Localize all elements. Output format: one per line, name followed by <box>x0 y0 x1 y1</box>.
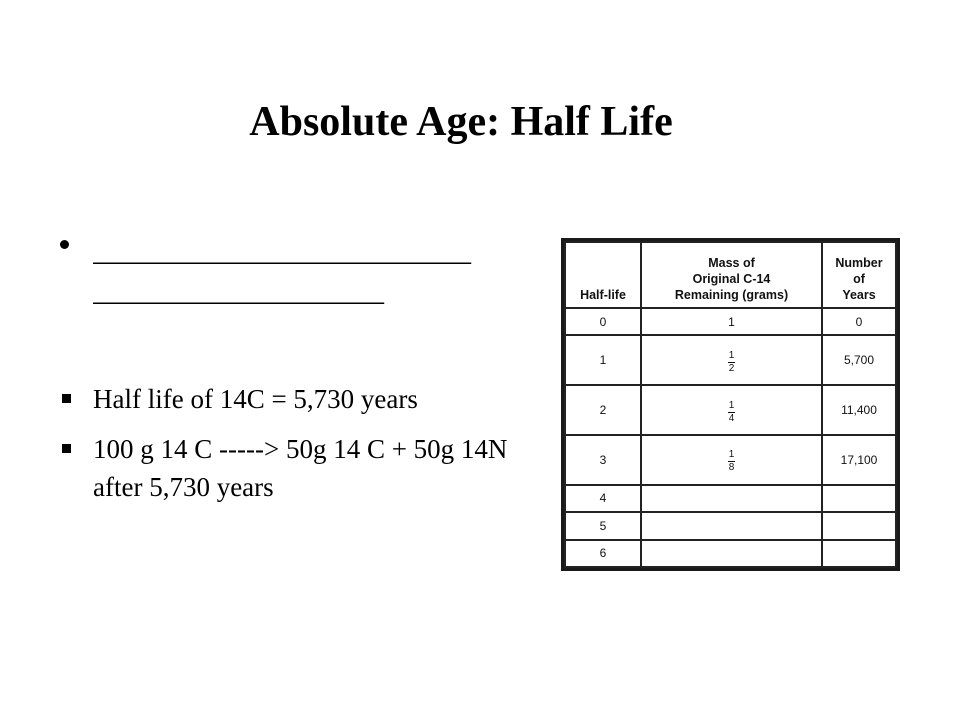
fill-in-blank-line-1: __________________________ <box>93 232 470 267</box>
header-mass-line: Mass of <box>708 256 755 270</box>
cell-half-life: 2 <box>565 385 641 435</box>
half-life-table-frame <box>561 238 900 571</box>
header-mass-remaining <box>641 242 822 308</box>
bullet-dot-icon <box>60 240 69 249</box>
cell-years <box>822 540 896 567</box>
bullet-area <box>60 230 550 518</box>
cell-mass-empty <box>641 512 822 539</box>
sub-bullet-text: 100 g 14 C -----> 50g 14 C + 50g 14N after 5,730 years <box>93 434 508 502</box>
fraction <box>728 351 735 374</box>
fraction <box>728 401 735 424</box>
table-row <box>565 512 896 539</box>
fill-in-blank-line-2: ____________________ <box>93 272 383 307</box>
cell-half-life: 3 <box>565 435 641 485</box>
cell-years: 5,700 <box>822 335 896 385</box>
table-header-row <box>565 242 896 308</box>
cell-mass <box>641 435 822 485</box>
sub-bullet-text: Half life of 14C = 5,730 years <box>93 384 418 414</box>
cell-half-life: 6 <box>565 540 641 567</box>
cell-half-life: 5 <box>565 512 641 539</box>
main-bullet <box>60 230 550 310</box>
table-row <box>565 335 896 385</box>
fraction-denominator: 8 <box>728 462 735 474</box>
fraction-denominator: 4 <box>728 412 735 424</box>
header-years-line: Years <box>842 288 876 302</box>
sub-bullet-decay-example <box>60 430 538 506</box>
header-years-line: of <box>853 272 865 286</box>
square-bullet-icon <box>62 444 71 453</box>
cell-mass-empty <box>641 485 822 512</box>
fraction-numerator: 1 <box>728 349 735 361</box>
cell-half-life: 1 <box>565 335 641 385</box>
header-half-life: Half-life <box>565 242 641 308</box>
fraction-numerator: 1 <box>728 399 735 411</box>
table-row <box>565 435 896 485</box>
fraction-denominator: 2 <box>728 362 735 374</box>
cell-mass <box>641 335 822 385</box>
header-years-line: Number <box>835 256 883 270</box>
half-life-table <box>564 241 897 568</box>
table-row <box>565 485 896 512</box>
cell-mass-empty <box>641 540 822 567</box>
header-mass-line: Remaining (grams) <box>674 288 789 302</box>
cell-years: 11,400 <box>822 385 896 435</box>
fraction-numerator: 1 <box>728 449 735 461</box>
sub-bullet-list <box>60 380 550 506</box>
cell-years <box>822 485 896 512</box>
cell-mass <box>641 385 822 435</box>
square-bullet-icon <box>62 394 71 403</box>
header-mass-line: Original C-14 <box>692 272 771 286</box>
table-row <box>565 308 896 335</box>
fraction <box>728 450 735 473</box>
cell-years: 17,100 <box>822 435 896 485</box>
header-number-of-years <box>822 242 896 308</box>
cell-mass: 1 <box>641 308 822 335</box>
table-row <box>565 540 896 567</box>
table-row <box>565 385 896 435</box>
cell-years: 0 <box>822 308 896 335</box>
cell-half-life: 4 <box>565 485 641 512</box>
cell-years <box>822 512 896 539</box>
slide-title: Absolute Age: Half Life <box>249 99 673 145</box>
sub-bullet-half-life <box>60 380 538 418</box>
cell-half-life: 0 <box>565 308 641 335</box>
